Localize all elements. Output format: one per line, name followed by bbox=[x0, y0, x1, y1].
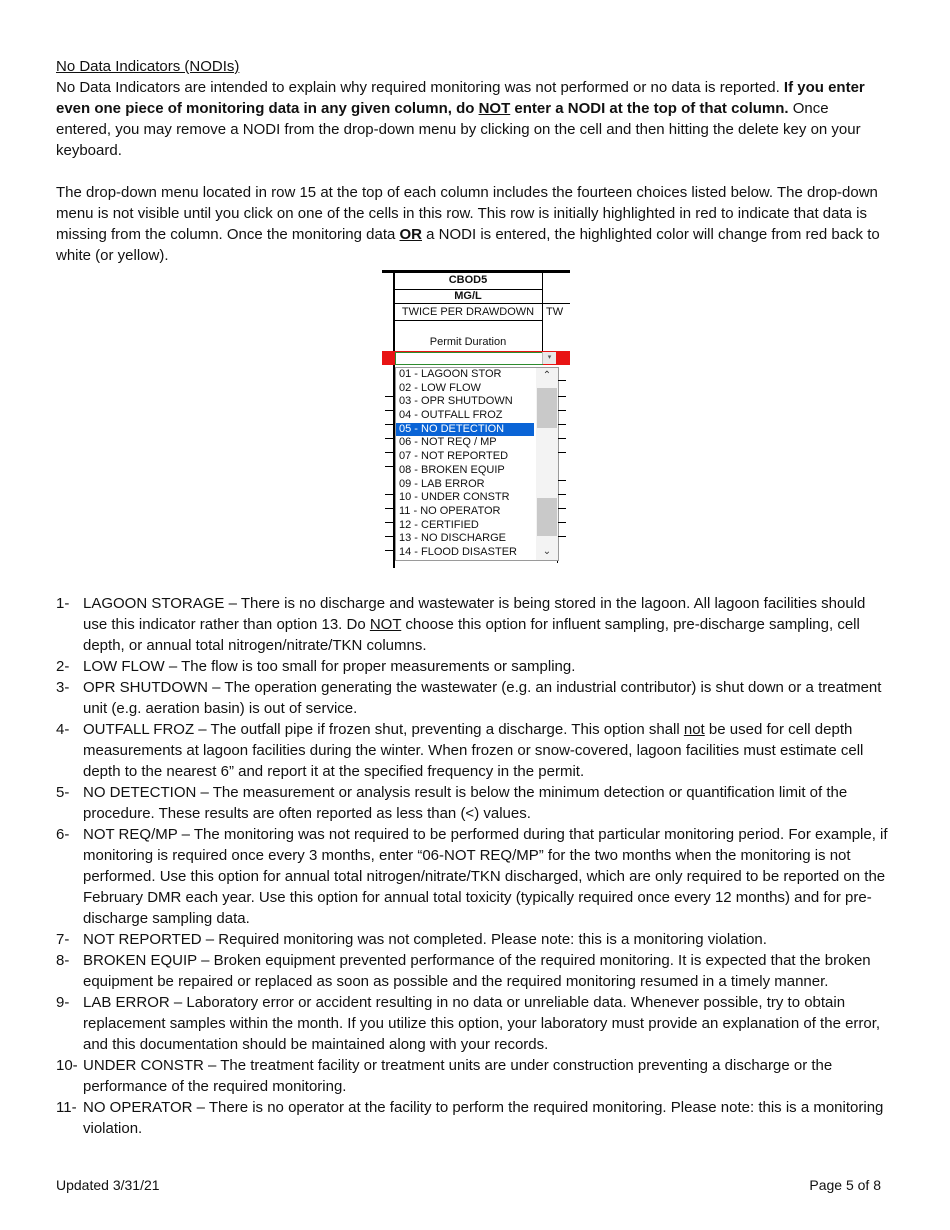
nodi-definitions-list bbox=[56, 593, 891, 1139]
footer-page-number: Page 5 of 8 bbox=[809, 1177, 881, 1193]
list-item-number: 4- bbox=[56, 721, 70, 738]
dropdown-option[interactable]: 12 - CERTIFIED bbox=[399, 518, 479, 531]
grid-tick bbox=[385, 396, 393, 397]
list-item bbox=[56, 1055, 891, 1097]
row-line bbox=[393, 320, 543, 321]
dropdown-option[interactable]: 03 - OPR SHUTDOWN bbox=[399, 395, 513, 408]
grid-tick bbox=[385, 536, 393, 537]
list-item-number: 9- bbox=[56, 994, 70, 1011]
list-item-text: choose this option for influent sampling, pre-discharge sampling, cell depth, or annual total nitrogen/nitrate/TKN columns. bbox=[83, 616, 860, 654]
list-item bbox=[56, 656, 891, 677]
intro-bold-1: If you enter even one piece of monitoring data in any given column, do bbox=[56, 79, 865, 117]
grid-tick bbox=[558, 508, 566, 509]
dropdown-text-a: The drop-down menu located in row 15 at the top of each column includes the fourteen choices listed below. The drop-down menu is not visible until you click on one of the cells in this row. This row is initially highlighted in red to indicate that data is missing from the column. Once the monitoring data bbox=[56, 184, 878, 243]
list-item bbox=[56, 782, 891, 824]
dropdown-option[interactable]: 13 - NO DISCHARGE bbox=[399, 532, 506, 545]
column-header: CBOD5 bbox=[448, 274, 488, 286]
dropdown-option[interactable]: 07 - NOT REPORTED bbox=[399, 450, 509, 463]
grid-tick bbox=[558, 494, 566, 495]
list-item-text: NO DETECTION – The measurement or analysis result is below the minimum detection or quantification limit of the procedure. These results are often reported as less than (<) values. bbox=[83, 784, 848, 822]
grid-tick bbox=[385, 410, 393, 411]
list-item-number: 11- bbox=[56, 1099, 77, 1116]
list-item bbox=[56, 719, 891, 782]
scroll-thumb[interactable] bbox=[537, 388, 557, 428]
grid-tick bbox=[385, 508, 393, 509]
dropdown-arrow-icon[interactable]: ▾ bbox=[542, 352, 556, 364]
dropdown-option[interactable]: 01 - LAGOON STOR bbox=[399, 368, 502, 380]
list-item-text: OPR SHUTDOWN – The operation generating the wastewater (e.g. an industrial contributor) is shut down or a treatment unit (e.g. aeration basin) is out of service. bbox=[83, 679, 882, 717]
nodi-select-cell[interactable] bbox=[395, 352, 543, 365]
dropdown-option[interactable]: 08 - BROKEN EQUIP bbox=[399, 463, 505, 476]
list-item bbox=[56, 593, 891, 656]
permit-duration: Permit Duration bbox=[429, 336, 507, 348]
grid-tick bbox=[558, 380, 566, 381]
dropdown-scrollbar[interactable] bbox=[536, 368, 558, 560]
row-line bbox=[393, 303, 570, 304]
list-item-number: 2- bbox=[56, 658, 70, 675]
dropdown-paragraph bbox=[56, 182, 886, 266]
intro-text-a: No Data Indicators are intended to explain why required monitoring was not performed or no data is reported. bbox=[56, 79, 784, 96]
dropdown-options bbox=[396, 368, 534, 560]
grid-tick bbox=[385, 550, 393, 551]
intro-bold-2: enter a NODI at the top of that column. bbox=[510, 100, 789, 117]
list-item-number: 7- bbox=[56, 931, 70, 948]
grid-tick bbox=[558, 396, 566, 397]
grid-tick bbox=[558, 536, 566, 537]
list-item-text: NOT REQ/MP – The monitoring was not required to be performed during that particular monitoring period. For example, if monitoring is required once every 3 months, enter “06-NOT REQ/MP” for the two months when the monitoring is not performed. Use this option for annual total nitrogen/nitrate/TKN discharged, which are only required to be reported on the February DMR each year. Use this option for annual total toxicity (typically required once every 12 months) and for pre-discharge sampling data. bbox=[83, 826, 888, 927]
list-item-text: UNDER CONSTR – The treatment facility or treatment units are under construction preventing a discharge or the performance of the required monitoring. bbox=[83, 1057, 833, 1095]
list-item-number: 6- bbox=[56, 826, 70, 843]
list-item bbox=[56, 929, 891, 950]
footer-updated: Updated 3/31/21 bbox=[56, 1177, 160, 1193]
dropdown-option[interactable]: 06 - NOT REQ / MP bbox=[399, 436, 497, 449]
intro-text-c: Once entered, you may remove a NODI from the drop-down menu by clicking on the cell and then hitting the delete key on your keyboard. bbox=[56, 100, 861, 159]
dropdown-text-or: OR bbox=[399, 226, 422, 243]
grid-tick bbox=[385, 424, 393, 425]
grid-tick bbox=[558, 480, 566, 481]
grid-tick bbox=[385, 466, 393, 467]
list-item-text: NO OPERATOR – There is no operator at the facility to perform the required monitoring. Please note: this is a monitoring violation. bbox=[83, 1099, 884, 1137]
list-item bbox=[56, 950, 891, 992]
scroll-up-icon[interactable]: ⌃ bbox=[542, 370, 552, 381]
grid-tick bbox=[385, 438, 393, 439]
list-item-number: 8- bbox=[56, 952, 70, 969]
list-item bbox=[56, 992, 891, 1055]
nodi-dropdown-list[interactable] bbox=[395, 367, 559, 561]
list-item-text: be used for cell depth measurements at lagoon facilities during the winter. When frozen or snow-covered, lagoon facilities must estimate cell depth to the nearest 6” and report it at the specified frequency in the permit. bbox=[83, 721, 864, 780]
dropdown-option[interactable]: 05 - NO DETECTION bbox=[396, 423, 534, 437]
list-item-emphasis: NOT bbox=[369, 616, 402, 633]
dropdown-option[interactable]: 02 - LOW FLOW bbox=[399, 381, 481, 394]
grid-tick bbox=[385, 494, 393, 495]
dropdown-option[interactable]: 04 - OUTFALL FROZ bbox=[399, 409, 503, 422]
column-divider bbox=[542, 270, 543, 352]
list-item-text: LAB ERROR – Laboratory error or accident resulting in no data or unreliable data. Whenever possible, try to obtain replacement samples within the month. If you utilize this option, your laboratory must provide an explanation of the error, and this documentation should be maintained along with your records. bbox=[83, 994, 881, 1053]
grid-tick bbox=[558, 522, 566, 523]
list-item-number: 1- bbox=[56, 595, 70, 612]
list-item-text: OUTFALL FROZ – The outfall pipe if frozen shut, preventing a discharge. This option shall bbox=[83, 721, 684, 738]
list-item-text: BROKEN EQUIP – Broken equipment prevented performance of the required monitoring. It is expected that the broken equipment be repaired or replaced as soon as possible and the required monitoring resumed in a timely manner. bbox=[83, 952, 871, 990]
grid-tick bbox=[558, 424, 566, 425]
intro-paragraph bbox=[56, 77, 886, 161]
next-column-fragment: TW bbox=[546, 306, 564, 318]
dropdown-option[interactable]: 09 - LAB ERROR bbox=[399, 477, 485, 490]
column-unit: MG/L bbox=[454, 290, 482, 302]
dropdown-option[interactable]: 14 - FLOOD DISASTER bbox=[399, 545, 517, 558]
scroll-down-icon[interactable]: ⌄ bbox=[542, 546, 552, 557]
scroll-thumb[interactable] bbox=[537, 498, 557, 536]
dropdown-option[interactable]: 11 - NO OPERATOR bbox=[399, 504, 501, 517]
list-item bbox=[56, 1097, 891, 1139]
grid-tick bbox=[558, 410, 566, 411]
intro-bold-not: NOT bbox=[478, 100, 511, 117]
list-item-text: LAGOON STORAGE – There is no discharge and wastewater is being stored in the lagoon. All lagoon facilities should use this indicator rather than option 13. Do bbox=[83, 595, 866, 633]
grid-tick bbox=[558, 452, 566, 453]
list-item-text: LOW FLOW – The flow is too small for proper measurements or sampling. bbox=[83, 658, 576, 675]
nodi-dropdown-figure bbox=[382, 270, 570, 568]
list-item-number: 5- bbox=[56, 784, 70, 801]
list-item-number: 3- bbox=[56, 679, 70, 696]
document-page bbox=[56, 56, 886, 266]
list-item-text: NOT REPORTED – Required monitoring was not completed. Please note: this is a monitoring violation. bbox=[83, 931, 767, 948]
column-frequency: TWICE PER DRAWDOWN bbox=[401, 306, 535, 318]
list-item-emphasis: not bbox=[683, 721, 705, 738]
list-item bbox=[56, 677, 891, 719]
grid-tick bbox=[385, 452, 393, 453]
dropdown-option[interactable]: 10 - UNDER CONSTR bbox=[399, 491, 510, 504]
list-item bbox=[56, 824, 891, 929]
grid-tick bbox=[558, 438, 566, 439]
dropdown-text-b: a NODI is entered, the highlighted color will change from red back to white (or yellow). bbox=[56, 226, 880, 264]
grid-tick bbox=[385, 522, 393, 523]
list-item-number: 10- bbox=[56, 1057, 78, 1074]
section-heading: No Data Indicators (NODIs) bbox=[56, 58, 240, 75]
